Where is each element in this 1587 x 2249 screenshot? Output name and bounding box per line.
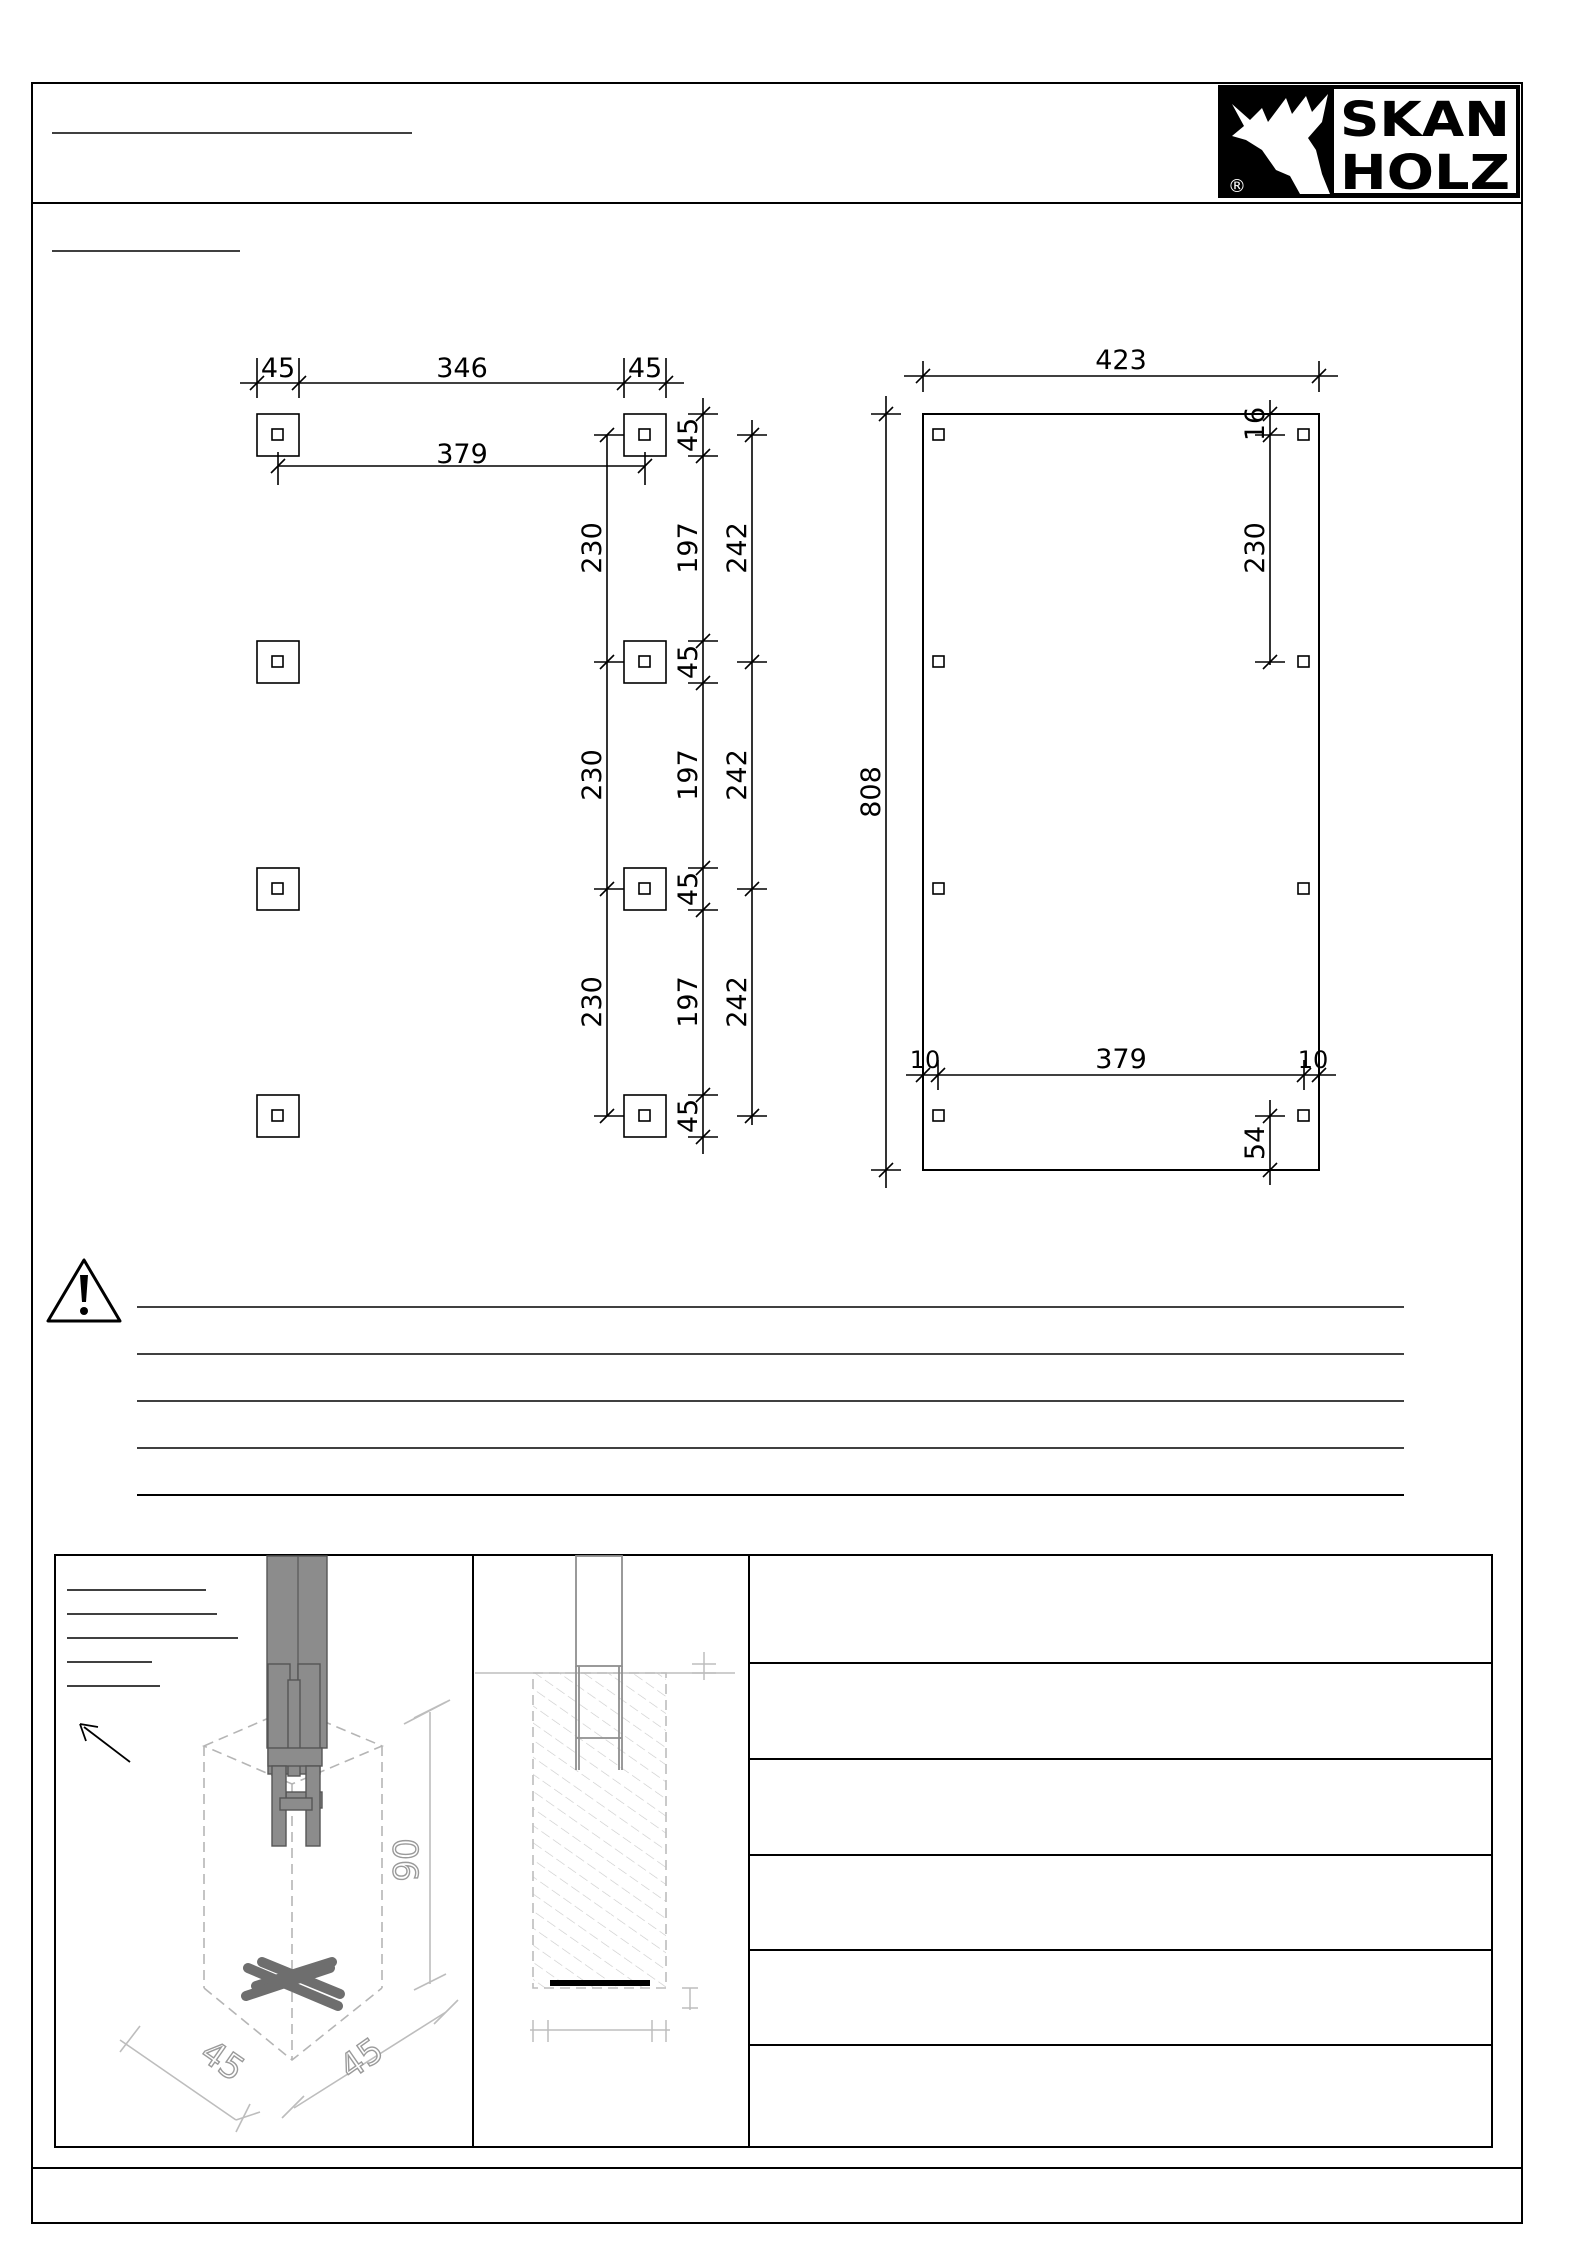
dim-post-45-2: 45 bbox=[673, 644, 704, 680]
concrete-foundation bbox=[533, 1673, 666, 1988]
roof-plan-labels bbox=[856, 345, 1328, 1160]
dim-roof-side-left: 10 bbox=[909, 1046, 941, 1074]
footing-left-4 bbox=[257, 1095, 299, 1137]
dim-width-b: 45 bbox=[332, 2030, 391, 2088]
dim-roof-side-right: 10 bbox=[1297, 1046, 1329, 1074]
footing-left-1 bbox=[257, 414, 299, 456]
rebar-cross bbox=[246, 1962, 340, 2006]
dim-axis-230-3: 230 bbox=[577, 976, 608, 1028]
dim-roof-axis-230: 230 bbox=[1240, 522, 1271, 574]
dim-span-inner: 346 bbox=[436, 353, 488, 384]
dim-clear-197-2: 197 bbox=[673, 749, 704, 801]
arrow-icon bbox=[80, 1724, 130, 1762]
logo-line-2: HOLZ bbox=[1340, 145, 1510, 201]
anchor-section-detail bbox=[475, 1556, 735, 2042]
footing-right-3 bbox=[624, 868, 666, 910]
dim-post-45-3: 45 bbox=[673, 871, 704, 907]
dim-axis-230-2: 230 bbox=[577, 749, 608, 801]
dim-post-45-1: 45 bbox=[673, 417, 704, 453]
dim-depth-90: 90 bbox=[387, 1838, 427, 1882]
anchor-iso-detail bbox=[120, 1556, 458, 2132]
footing-left-2 bbox=[257, 641, 299, 683]
dim-span-axis: 379 bbox=[436, 439, 488, 470]
footing-left-3 bbox=[257, 868, 299, 910]
dim-clear-197-3: 197 bbox=[673, 976, 704, 1028]
page-frame bbox=[32, 83, 1522, 2223]
dim-outer-242-2: 242 bbox=[722, 749, 753, 801]
skanholz-logo bbox=[1218, 85, 1520, 201]
dim-post-45-4: 45 bbox=[673, 1098, 704, 1134]
warning-icon bbox=[48, 1260, 120, 1321]
logo-registered: ® bbox=[1228, 176, 1246, 197]
dim-roof-inner-379: 379 bbox=[1095, 1044, 1147, 1075]
dim-outer-242-1: 242 bbox=[722, 522, 753, 574]
footing-right-1 bbox=[624, 414, 666, 456]
logo-line-1: SKAN bbox=[1340, 92, 1510, 148]
dim-roof-bottom-54: 54 bbox=[1240, 1125, 1271, 1161]
dim-outer-242-3: 242 bbox=[722, 976, 753, 1028]
dim-roof-width: 423 bbox=[1095, 345, 1147, 376]
dim-clear-197-1: 197 bbox=[673, 522, 704, 574]
dim-post-width-left: 45 bbox=[260, 353, 296, 384]
dim-width-a: 45 bbox=[193, 2032, 252, 2090]
foundation-plan-labels bbox=[261, 353, 753, 1133]
dim-roof-length: 808 bbox=[856, 766, 887, 818]
dim-axis-230-1: 230 bbox=[577, 522, 608, 574]
footing-right-4 bbox=[624, 1095, 666, 1137]
dim-roof-top-offset: 16 bbox=[1240, 406, 1271, 442]
detail-legend bbox=[67, 1590, 238, 1686]
warning-section bbox=[48, 1260, 1404, 1495]
footing-right-2 bbox=[624, 641, 666, 683]
post-anchor bbox=[268, 1664, 322, 1846]
dim-post-width-right: 45 bbox=[627, 353, 663, 384]
